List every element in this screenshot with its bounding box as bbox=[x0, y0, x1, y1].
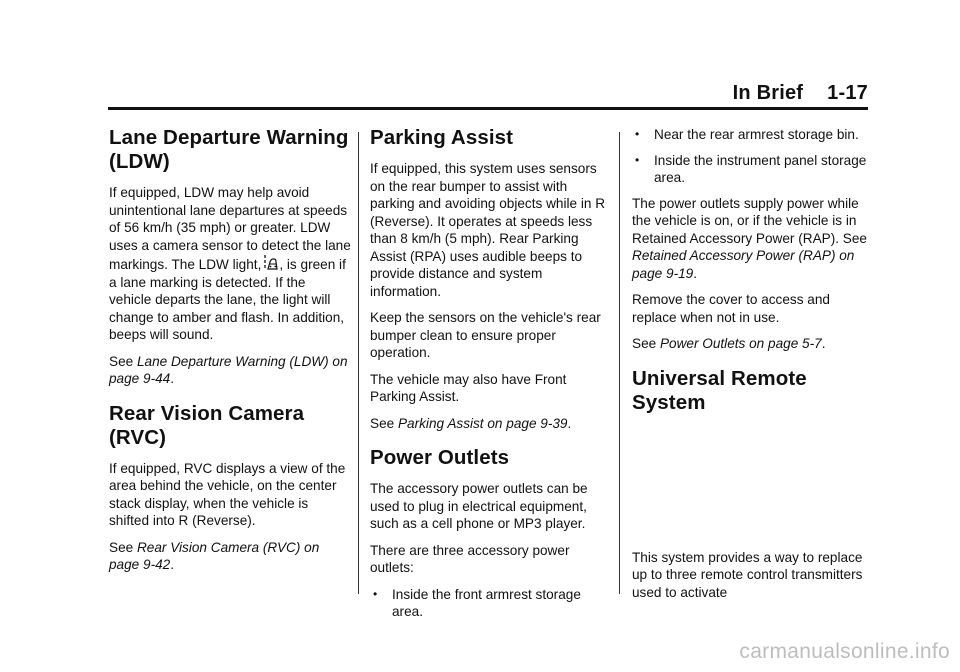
parking-reference: See Parking Assist on page 9-39. bbox=[370, 415, 572, 431]
heading-rvc: Rear Vision Camera (RVC) bbox=[109, 401, 305, 449]
ldw-reference: See Lane Departure Warning (LDW) on page 9-44. bbox=[109, 353, 348, 386]
ldw-paragraph: If equipped, LDW may help avoid unintentional lane departures at speeds of 56 km/h (35 mph) or greater. LDW uses a camera sensor to detect the lane markings. The LDW light, , is green if a lane marking is detected. If the vehicle departs the lane, the light will change to amber and flash. In addition, beeps will sound. bbox=[109, 185, 351, 342]
page-header bbox=[733, 82, 868, 105]
parking-paragraph-3: The vehicle may also have Front Parking Assist. bbox=[370, 371, 567, 404]
rvc-paragraph: If equipped, RVC displays a view of the area behind the vehicle, on the center stack display, when the vehicle is shifted into R (Reverse). bbox=[109, 460, 346, 528]
outlets-reference: See Power Outlets on page 5-7. bbox=[632, 336, 826, 351]
column-divider bbox=[358, 132, 359, 594]
rap-paragraph: The power outlets supply power while the vehicle is on, or if the vehicle is in Retained Accessory Power (RAP). See Retained Accessory Power (RAP) on page 9-19. bbox=[632, 195, 867, 281]
list-item: • Near the rear armrest storage bin. bbox=[635, 127, 859, 142]
heading-power-outlets: Power Outlets bbox=[370, 446, 510, 469]
outlet-list bbox=[370, 586, 612, 621]
page-number: 1-17 bbox=[827, 82, 868, 104]
column-right bbox=[632, 126, 874, 610]
list-item: • Inside the front armrest storage area. bbox=[373, 586, 581, 619]
parking-paragraph-1: If equipped, this system uses sensors on the rear bumper to assist with parking and avoiding objects while in R (Reverse). It operates at speeds less than 8 km/h (5 mph). Rear Parking Assist (RPA) uses audible beeps to provide distance and system information. bbox=[370, 161, 606, 299]
heading-ldw: Lane Departure Warning (LDW) bbox=[109, 126, 349, 173]
column-left bbox=[109, 126, 351, 583]
header-rule bbox=[108, 107, 868, 110]
bullet-icon: • bbox=[635, 127, 640, 141]
outlets-reference-link[interactable]: Power Outlets on page 5-7 bbox=[659, 336, 822, 351]
parking-paragraph-2: Keep the sensors on the vehicle's rear bumper clean to ensure proper operation. bbox=[370, 310, 601, 360]
column-middle bbox=[370, 126, 612, 629]
section-title: In Brief bbox=[732, 82, 804, 104]
outlet-list-continued bbox=[632, 126, 874, 187]
bullet-icon: • bbox=[373, 586, 378, 601]
bullet-icon: • bbox=[635, 152, 640, 167]
column-divider bbox=[619, 132, 620, 594]
ldw-reference-link[interactable]: Lane Departure Warning (LDW) on page 9-44 bbox=[109, 353, 348, 386]
outlets-paragraph-1: The accessory power outlets can be used to plug in electrical equipment, such as a cell phone or MP3 player. bbox=[370, 481, 588, 531]
parking-reference-link[interactable]: Parking Assist on page 9-39 bbox=[397, 415, 568, 431]
outlets-paragraph-2: There are three accessory power outlets: bbox=[370, 542, 570, 575]
remote-paragraph: This system provides a way to replace up to three remote control transmitters used to activate bbox=[632, 549, 863, 600]
cover-paragraph: Remove the cover to access and replace when not in use. bbox=[632, 292, 830, 325]
list-item: • Inside the instrument panel storage area. bbox=[635, 152, 867, 185]
blank-space bbox=[632, 425, 874, 549]
lane-departure-icon bbox=[262, 254, 278, 272]
watermark: carmanualsonline.info bbox=[739, 640, 950, 663]
rvc-reference-link[interactable]: Rear Vision Camera (RVC) on page 9-42 bbox=[109, 539, 320, 572]
heading-universal-remote: Universal Remote System bbox=[632, 366, 807, 414]
rvc-reference: See Rear Vision Camera (RVC) on page 9-42. bbox=[109, 539, 320, 572]
heading-parking-assist: Parking Assist bbox=[370, 126, 514, 149]
rap-reference-link[interactable]: Retained Accessory Power (RAP) on page 9-19 bbox=[632, 248, 855, 281]
